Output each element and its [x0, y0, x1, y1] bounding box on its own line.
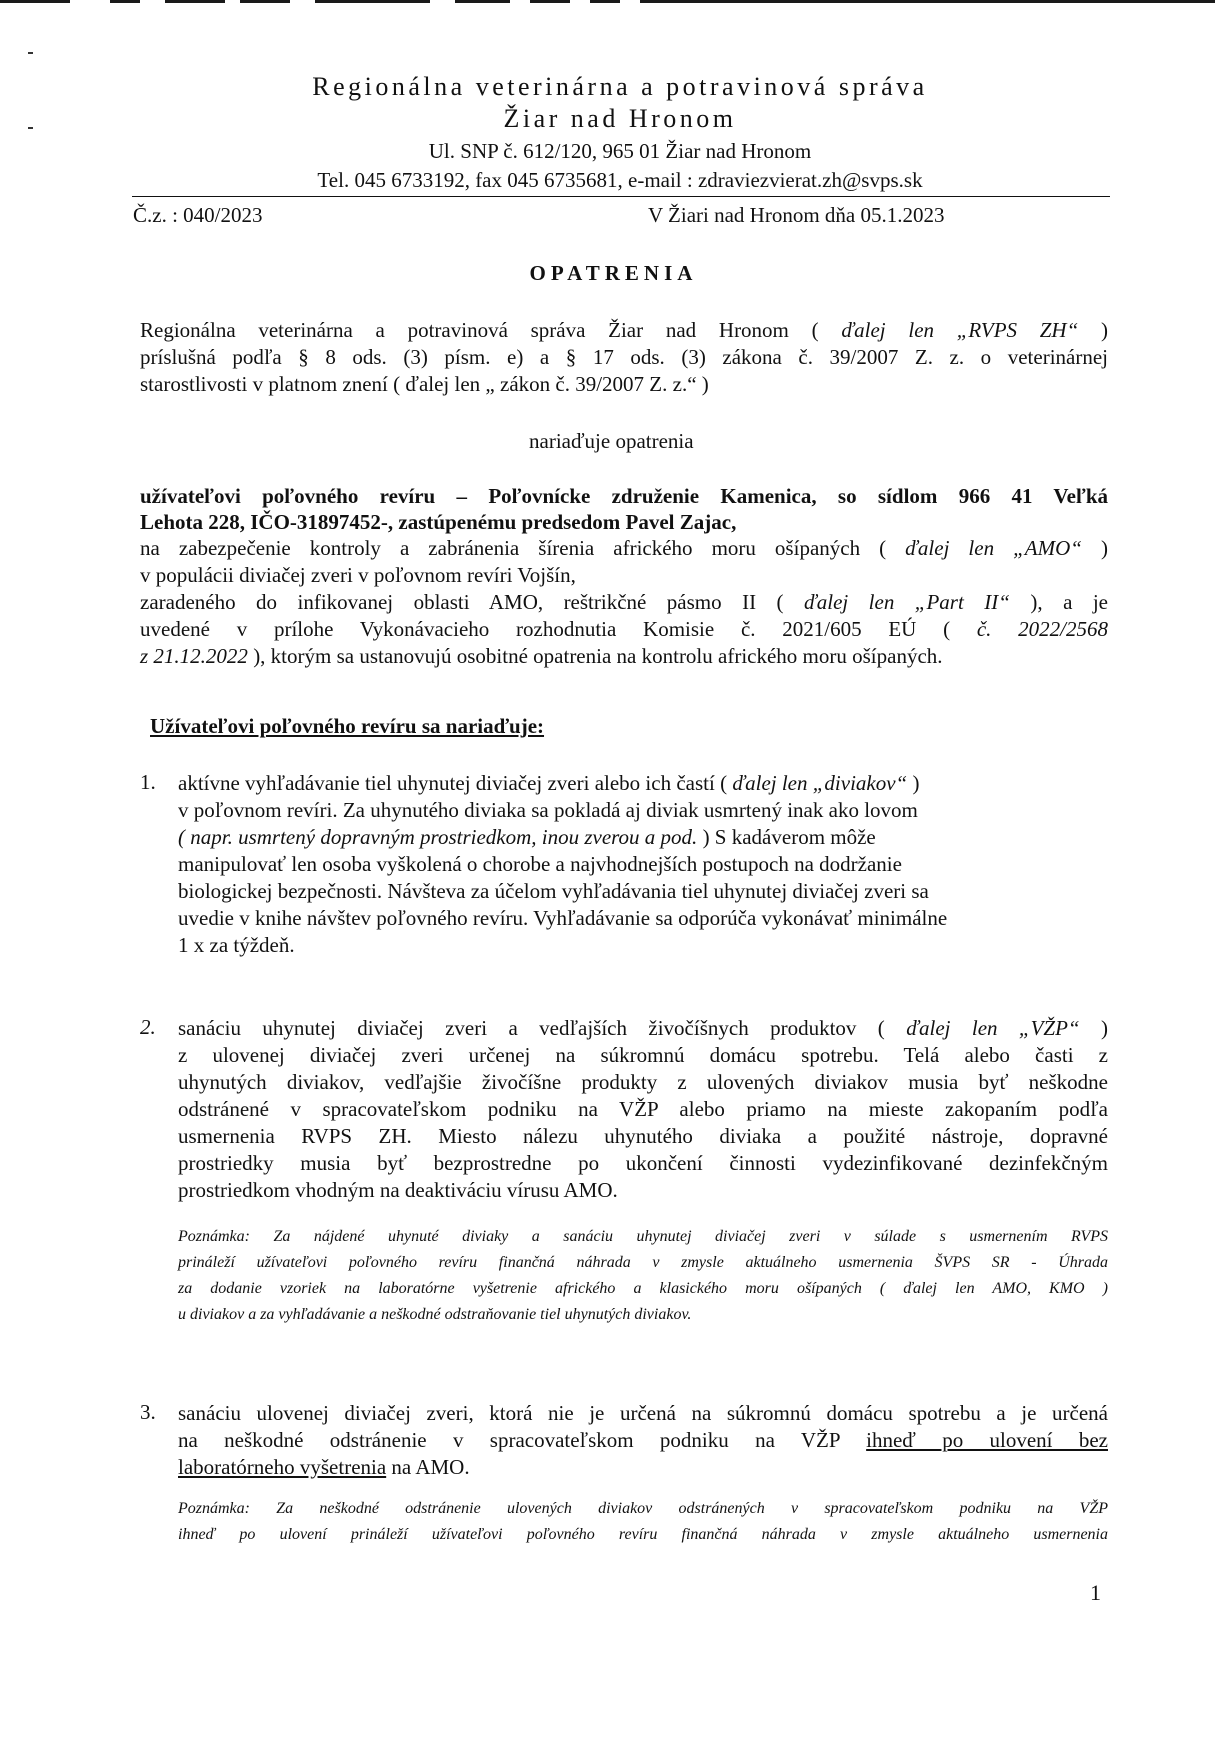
item-number: 3. [140, 1400, 156, 1424]
note-line: Poznámka: Za nájdené uhynuté diviaky a sanáciu uhynutej diviačej zveri v súlade s usmernením RVPS [178, 1228, 1108, 1245]
intro-line: Regionálna veterinárna a potravinová správa Žiar nad Hronom ( ďalej len „RVPS ZH“ ) [140, 318, 1109, 342]
org-contact: Tel. 045 6733192, fax 045 6735681, e-mail : zdraviezvierat.zh@svps.sk [317, 168, 923, 192]
org-name-line1: Regionálna veterinárna a potravinová správa [312, 72, 928, 101]
org-name-line2: Žiar nad Hronom [503, 104, 737, 133]
note-line: ihneď po ulovení prináleží užívateľovi poľovného revíru finančná náhrada v zmysle aktuálneho usmernenia [178, 1526, 1108, 1543]
addressee-line: z 21.12.2022 ), ktorým sa ustanovujú osobitné opatrenia na kontrolu afrického moru ošípaných. [140, 644, 943, 668]
item-line: na neškodné odstránenie v spracovateľskom podniku na VŽP ihneď po ulovení bez [178, 1428, 1108, 1452]
section-heading: Užívateľovi poľovného revíru sa nariaďuje: [150, 714, 545, 738]
item-line: aktívne vyhľadávanie tiel uhynutej diviačej zveri alebo ich častí ( ďalej len „diviakov“ ) [178, 771, 920, 795]
addressee-line: užívateľovi poľovného revíru – Poľovnícke združenie Kamenica, so sídlom 966 41 Veľká [140, 484, 1108, 508]
item-line: prostriedkom vhodným na deaktiváciu vírusu AMO. [178, 1178, 618, 1202]
reference-number: Č.z. : 040/2023 [133, 203, 263, 227]
scan-artifact [590, 0, 620, 3]
item-line: odstránené v spracovateľskom podniku na VŽP alebo priamo na mieste zakopaním podľa [178, 1097, 1108, 1121]
scan-artifact [28, 52, 33, 54]
scan-artifact [640, 0, 1215, 3]
item-number: 2. [140, 1015, 156, 1039]
item-line: uhynutých diviakov, vedľajšie živočíšne produkty z ulovených diviakov musia byť neškodne [178, 1070, 1108, 1094]
addressee-line: uvedené v prílohe Vykonávacieho rozhodnutia Komisie č. 2021/605 EÚ ( č. 2022/2568 [140, 617, 1108, 641]
addressee-line: zaradeného do infikovanej oblasti AMO, reštrikčné pásmo II ( ďalej len „Part II“ ), a je [140, 590, 1108, 614]
org-address: Ul. SNP č. 612/120, 965 01 Žiar nad Hronom [428, 139, 812, 163]
item-line: manipulovať len osoba vyškolená o chorobe a najvhodnejších postupoch na dodržanie [178, 852, 902, 876]
item-line: biologickej bezpečnosti. Návšteva za účelom vyhľadávania tiel uhynutej diviačej zveri sa [178, 879, 929, 903]
item-line: ( napr. usmrtený dopravným prostriedkom, inou zverou a pod. ) S kadáverom môže [178, 825, 876, 849]
item-line: v poľovnom revíri. Za uhynutého diviaka sa pokladá aj diviak usmrtený inak ako lovom [178, 798, 918, 822]
intro-line: príslušná podľa § 8 ods. (3) písm. e) a § 17 ods. (3) zákona č. 39/2007 Z. z. o veterinárnej [140, 345, 1108, 369]
addressee-line: v populácii diviačej zveri v poľovnom revíri Vojšín, [140, 563, 576, 587]
item-line: sanáciu ulovenej diviačej zveri, ktorá nie je určená na súkromnú domácu spotrebu a je určená [178, 1401, 1108, 1425]
document-title: OPATRENIA [529, 261, 698, 285]
note-line: u diviakov a za vyhľadávanie a neškodné odstraňovanie tiel uhynutých diviakov. [178, 1306, 692, 1323]
note-line: Poznámka: Za neškodné odstránenie ulovených diviakov odstránených v spracovateľskom podniku na VŽP [178, 1500, 1108, 1517]
item-line: prostriedky musia byť bezprostredne po ukončení činnosti vydezinfikované dezinfekčným [178, 1151, 1108, 1175]
scan-artifact [28, 127, 33, 129]
addressee-line: na zabezpečenie kontroly a zabránenia šírenia afrického moru ošípaných ( ďalej len „AMO“ ) [140, 536, 1108, 560]
orders-label: nariaďuje opatrenia [529, 429, 694, 453]
item-number: 1. [140, 770, 156, 794]
note-line: za dodanie vzoriek na laboratórne vyšetrenie afrického a klasického moru ošípaných ( ďalej len AMO, KMO ) [178, 1280, 1108, 1297]
note-line: prináleží užívateľovi poľovného revíru finančná náhrada v zmysle aktuálneho usmernenia ŠVPS SR - Úhrada [178, 1254, 1108, 1271]
item-line: 1 x za týždeň. [178, 933, 295, 957]
item-line: sanáciu uhynutej diviačej zveri a vedľajších živočíšnych produktov ( ďalej len „VŽP“ ) [178, 1016, 1108, 1040]
header-rule [132, 196, 1110, 197]
scan-artifact [455, 0, 510, 3]
scan-artifact [240, 0, 290, 3]
scan-artifact [530, 0, 570, 3]
scan-artifact [315, 0, 430, 3]
item-line: uvedie v knihe návštev poľovného revíru. Vyhľadávanie sa odporúča vykonávať minimálne [178, 906, 948, 930]
item-line: z ulovenej diviačej zveri určenej na súkromnú domácu spotrebu. Telá alebo časti z [178, 1043, 1108, 1067]
scan-artifact [110, 0, 140, 3]
place-date: V Žiari nad Hronom dňa 05.1.2023 [648, 203, 945, 227]
scan-artifact [0, 0, 70, 3]
item-line: usmernenia RVPS ZH. Miesto nálezu uhynutého diviaka a použité nástroje, dopravné [178, 1124, 1108, 1148]
item-line: laboratórneho vyšetrenia na AMO. [178, 1455, 470, 1479]
page-number: 1 [1090, 1580, 1101, 1605]
addressee-line: Lehota 228, IČO-31897452-, zastúpenému predsedom Pavel Zajac, [140, 510, 737, 534]
intro-line: starostlivosti v platnom znení ( ďalej len „ zákon č. 39/2007 Z. z.“ ) [140, 372, 709, 396]
scan-artifact [165, 0, 225, 3]
